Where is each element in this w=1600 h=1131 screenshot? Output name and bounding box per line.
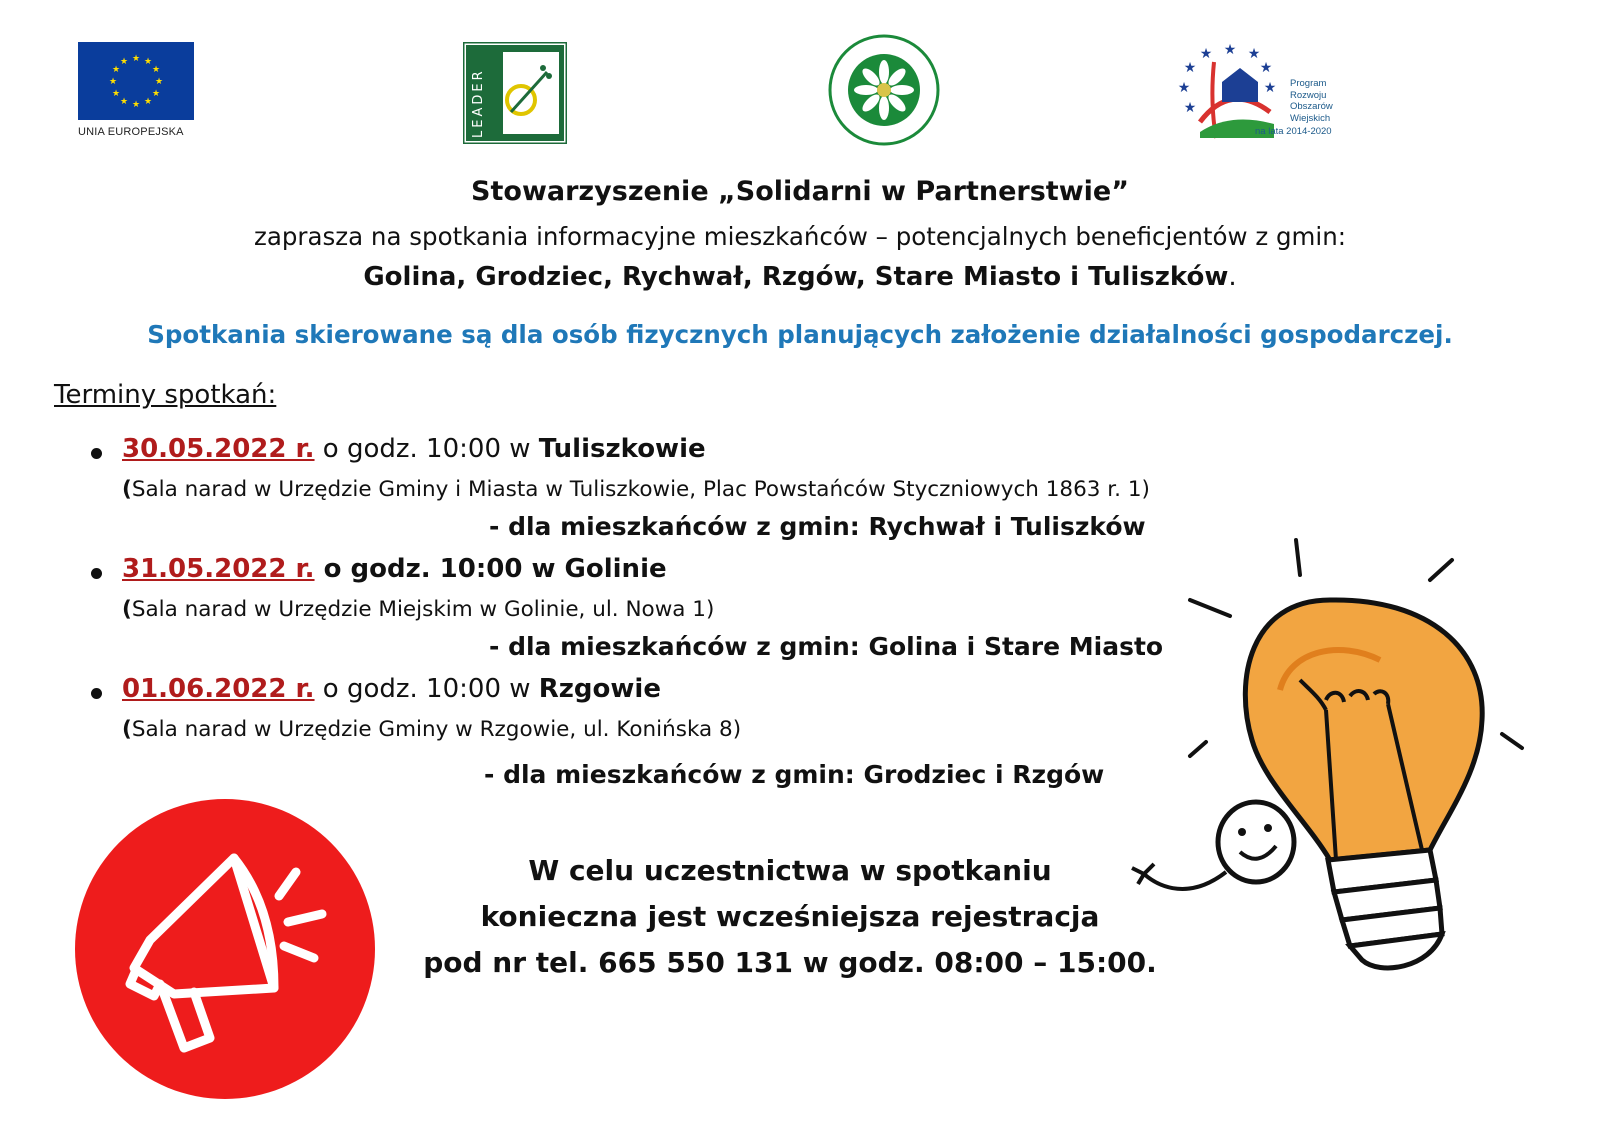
meeting-3-place: Rzgowie [538,674,661,704]
gminy-names: Golina, Grodziec, Rychwał, Rzgów, Stare Miasto i Tuliszków [363,262,1229,292]
svg-text:★: ★ [108,77,118,87]
meeting-1-dla: - dla mieszkańców z gmin: Rychwał i Tuliszków [489,512,1146,541]
meeting-3-time: o godz. 10:00 w [314,674,539,704]
leader-text: LEADER [471,68,486,138]
svg-text:★: ★ [1223,42,1237,58]
meeting-1-date: 30.05.2022 r. [122,434,315,464]
svg-text:★: ★ [1199,46,1213,62]
meeting-2-paren: ( [122,597,132,622]
meeting-2-main [122,554,667,584]
meeting-1-main [122,434,706,464]
registration-text [400,848,1180,986]
prow-line-2: Rozwoju [1290,89,1327,101]
svg-text:★: ★ [131,100,141,110]
svg-text:★: ★ [111,65,121,75]
svg-text:★: ★ [131,54,141,64]
megaphone-icon [74,798,376,1100]
svg-text:★: ★ [1177,80,1191,96]
registration-line-2: konieczna jest wcześniejsza rejestracja [480,900,1100,933]
prow-line-1: Program [1290,78,1327,89]
meeting-2-date: 31.05.2022 r. [122,554,315,584]
bullet-3 [91,688,102,699]
meeting-3-paren: ( [122,717,132,742]
lightbulb-icon [1130,520,1550,1020]
solidarni-logo-icon [828,34,940,146]
meeting-2-time: o godz. 10:00 w Golinie [314,554,667,584]
registration-line-1: W celu uczestnictwa w spotkaniu [528,854,1052,887]
meeting-3-dla: - dla mieszkańców z gmin: Grodziec i Rzgów [484,760,1105,789]
svg-text:★: ★ [1247,46,1261,62]
svg-text:★: ★ [119,97,129,107]
meeting-2-address-text: Sala narad w Urzędzie Miejskim w Golinie, ul. Nowa 1) [131,597,715,622]
meeting-1-place: Tuliszkowie [538,434,706,464]
meeting-3-date: 01.06.2022 r. [122,674,315,704]
gminy-period: . [1228,262,1237,292]
bullet-2 [91,568,102,579]
svg-text:★: ★ [154,77,164,87]
meeting-1-address [122,477,1150,502]
meeting-1-time: o godz. 10:00 w [314,434,539,464]
meeting-3-address-text: Sala narad w Urzędzie Gminy w Rzgowie, ul. Konińska 8) [131,717,742,742]
gminy-list [0,262,1600,292]
eu-caption: UNIA EUROPEJSKA [78,126,184,138]
svg-text:★: ★ [151,65,161,75]
terminy-heading: Terminy spotkań: [54,380,277,410]
svg-text:★: ★ [151,89,161,99]
meeting-1-paren: ( [122,477,132,502]
svg-text:★: ★ [1259,60,1273,76]
meeting-2-address [122,597,714,622]
svg-text:★: ★ [1183,60,1197,76]
prow-line-3: Obszarów [1290,101,1333,112]
meeting-3-address [122,717,741,742]
prow-years: na lata 2014-2020 [1255,126,1332,137]
registration-line-3: pod nr tel. 665 550 131 w godz. 08:00 – 15:00. [423,946,1157,979]
bullet-1 [91,448,102,459]
page-title: Stowarzyszenie „Solidarni w Partnerstwie” [471,176,1129,207]
svg-text:★: ★ [1263,80,1277,96]
svg-text:★: ★ [111,89,121,99]
subtitle: zaprasza na spotkania informacyjne mieszkańców – potencjalnych beneficjentów z gmin: [254,222,1346,251]
meeting-2-dla: - dla mieszkańców z gmin: Golina i Stare Miasto [489,632,1164,661]
svg-text:★: ★ [119,57,129,67]
svg-text:★: ★ [1183,100,1197,116]
eu-flag-icon [78,42,194,120]
prow-line-4: Wiejskich [1290,112,1331,124]
audience-note: Spotkania skierowane są dla osób fizycznych planujących założenie działalności gospodarczej. [147,320,1453,349]
meeting-1-address-text: Sala narad w Urzędzie Gminy i Miasta w Tuliszkowie, Plac Powstańców Styczniowych 1863 r. 1) [131,477,1150,502]
meeting-3-main [122,674,661,704]
svg-text:★: ★ [143,57,153,67]
svg-text:★: ★ [143,97,153,107]
